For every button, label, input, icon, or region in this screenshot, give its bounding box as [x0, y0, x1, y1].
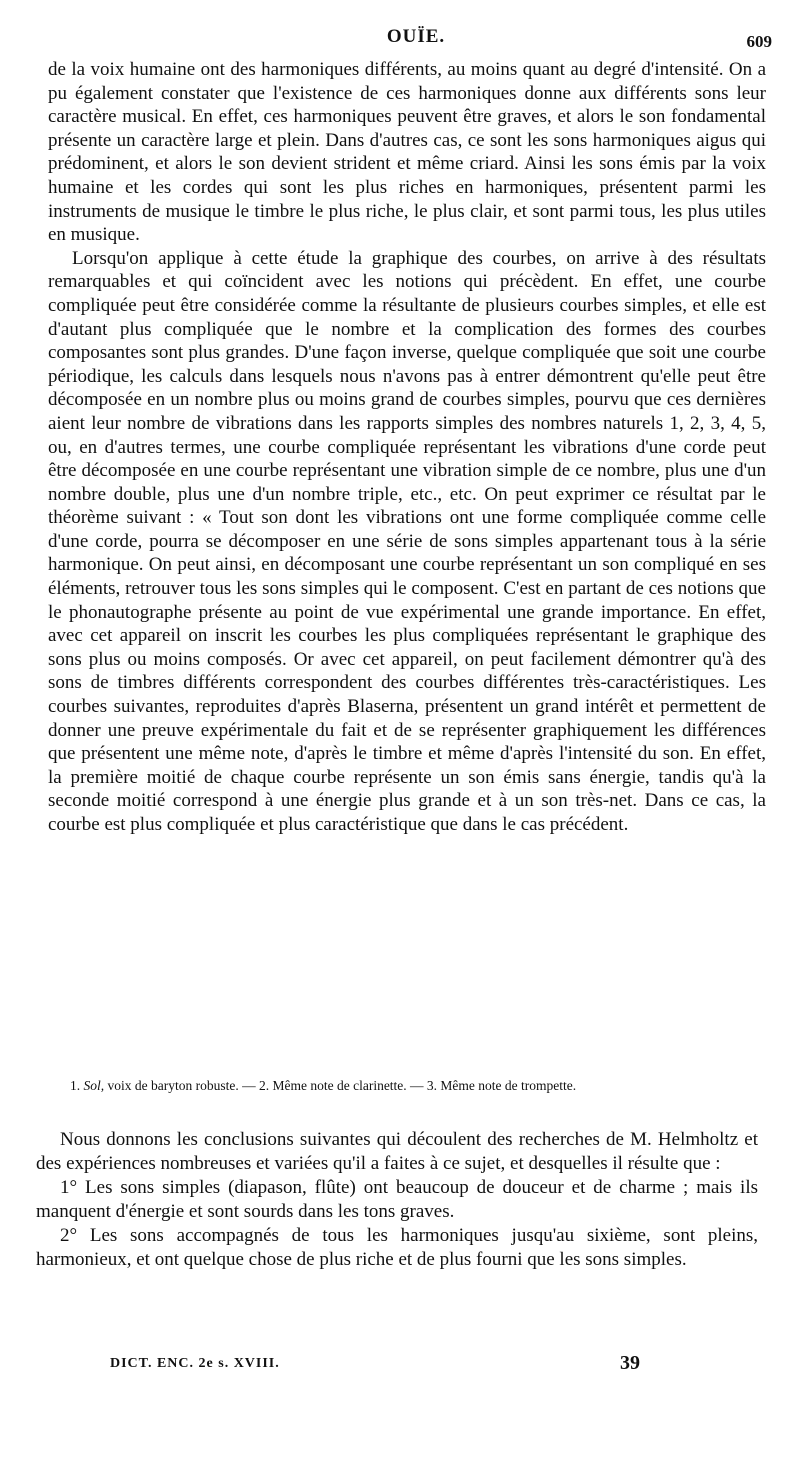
caption-number: 1.	[70, 1078, 81, 1093]
paragraph-conclusion-2: 2° Les sons accompagnés de tous les harmoniques jusqu'au sixième, sont pleins, harmonieux, et ont quelque chose de plus riche et de plus fourni que les sons simples.	[36, 1225, 758, 1270]
paragraph-continuation: de la voix humaine ont des harmoniques différents, au moins quant au degré d'intensité. On a pu également constater que l'existence de ces harmoniques donne aux différents sons leur caractère musical. En effet, ces harmoniques peuvent être graves, et alors le son fondamental présente un caractère large et plein. Dans d'autres cas, ce sont les sons harmoniques aigus qui prédominent, et alors le son devient strident et même criard. Ainsi les sons émis par la voix humaine et les cordes qui sont les plus riches en harmoniques, présentent parmi les instruments de musique le timbre le plus riche, le plus clair, et sont parmi tous, les plus utiles en musique.	[48, 59, 766, 246]
page-footer	[110, 1352, 670, 1386]
paragraph-courbes: Lorsqu'on applique à cette étude la graphique des courbes, on arrive à des résultats remarquables et qui coïncident avec les notions qui précèdent. En effet, une courbe compliquée peut être considérée comme la résultante de plusieurs courbes simples, et elle est d'autant plus compliquée que le nombre et la complication des formes des courbes composantes sont plus grandes. D'une façon inverse, quelque compliquée que soit une courbe périodique, les calculs dans lesquels nous n'avons pas à entrer démontrent qu'elle peut être décomposée en un nombre plus ou moins grand de courbes simples, pourvu que ces dernières aient leur nombre de vibrations dans les rapports simples des nombres naturels 1, 2, 3, 4, 5, ou, en d'autres termes, une courbe compliquée représentant les vibrations d'une corde peut être décomposée en une courbe représentant une vibration simple de ce nombre, plus une d'un nombre double, plus une d'un nombre triple, etc., etc. On peut exprimer ce résultat par le théorème suivant : « Tout son dont les vibrations ont une forme compliquée comme celle d'une corde, pourra se décomposer en une série de sons simples appartenant tous à la série harmonique. On peut ainsi, en décomposant une courbe représentant un son compliqué en ses éléments, retrouver tous les sons simples qui le composent. C'est en partant de ces notions que le phonautographe présente au point de vue expérimental une grande importance. En effet, avec cet appareil on inscrit les courbes les plus compliquées représentant le graphique des sons plus ou moins composés. Or avec cet appareil, on peut facilement démontrer qu'à des sons de timbres différents correspondent des courbes différentes très-caractéristiques. Les courbes suivantes, reproduites d'après Blaserna, présentent un grand intérêt et permettent de donner une preuve expérimentale du fait et de se représenter graphiquement les différences que présentent une même note, d'après le timbre et même d'après l'intensité du son. En effet, la première moitié de chaque courbe représente un son émis sans énergie, tandis qu'à la seconde moitié correspond à une énergie plus grande et à un son très-net. Dans ce cas, la courbe est plus compliquée et plus caractéristique que dans le cas précédent.	[48, 247, 766, 835]
conclusions-section	[36, 1128, 758, 1272]
caption-sol: Sol,	[83, 1078, 105, 1093]
caption-rest: voix de baryton robuste. — 2. Même note de clarinette. — 3. Même note de trompette.	[104, 1078, 577, 1093]
body-text	[48, 58, 766, 837]
signature-mark: DICT. ENC. 2e s. XVIII.	[110, 1356, 280, 1371]
sheet-number: 39	[620, 1352, 640, 1374]
page-header	[60, 26, 772, 56]
page-number: 609	[746, 32, 772, 51]
paragraph-conclusion-1: 1° Les sons simples (diapason, flûte) ont beaucoup de douceur et de charme ; mais ils manquent d'énergie et sont sourds dans les tons graves.	[36, 1177, 758, 1222]
paragraph-conclusions-intro: Nous donnons les conclusions suivantes qui découlent des recherches de M. Helmholtz et des expériences nombreuses et variées qu'il a faites à ce sujet, et desquelles il résulte que :	[36, 1129, 758, 1174]
figure-caption	[70, 1078, 750, 1094]
running-title: OUÏE.	[386, 26, 446, 47]
